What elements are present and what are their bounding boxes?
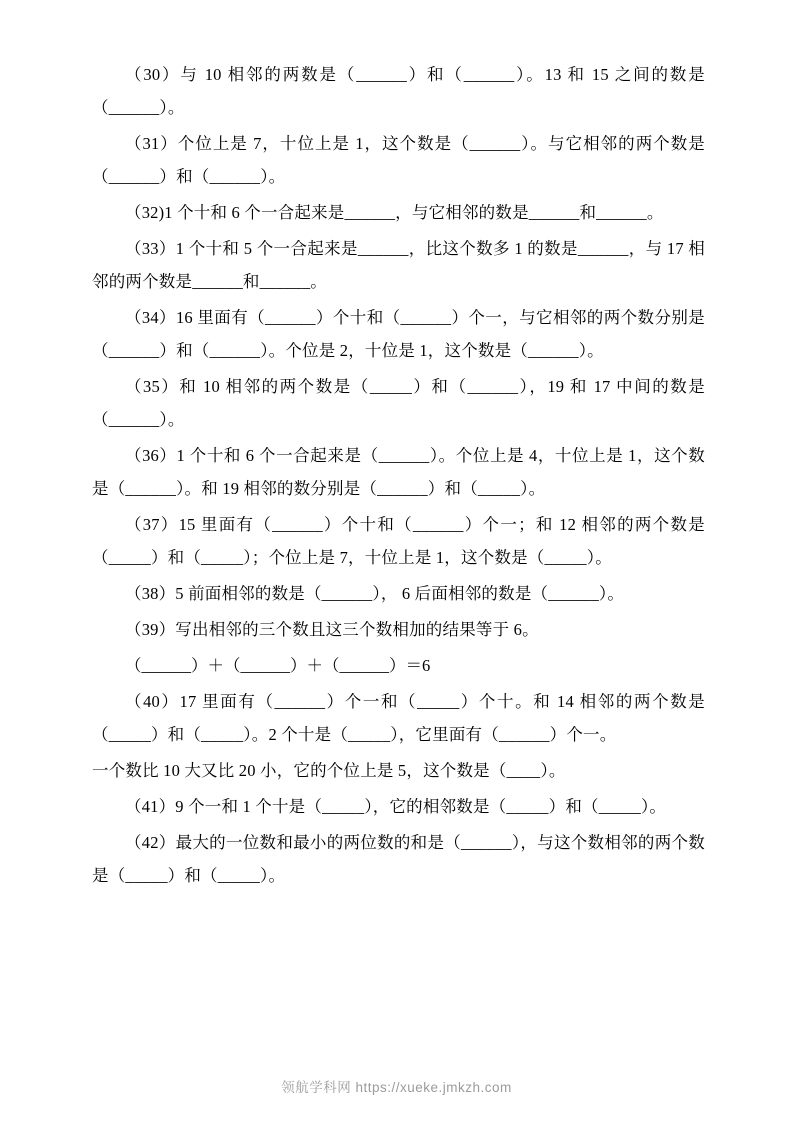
question-31: （31）个位上是 7，十位上是 1，这个数是（______）。与它相邻的两个数是（______）和（______）。: [92, 134, 705, 186]
question-35: （35）和 10 相邻的两个数是（_____）和（______），19 和 17 中间的数是（______）。: [92, 377, 705, 429]
question-37: （37）15 里面有（______）个十和（______）个一；和 12 相邻的两个数是（_____）和（_____）；个位上是 7，十位上是 1，这个数是（_____）。: [92, 515, 705, 567]
question-39: （39）写出相邻的三个数且这三个数相加的结果等于 6。: [125, 620, 539, 639]
footer-watermark: 领航学科网 https://xueke.jmkzh.com: [281, 1080, 512, 1095]
question-41: （41）9 个一和 1 个十是（_____），它的相邻数是（_____）和（_____）。: [125, 797, 667, 816]
question-39-equation: （______）＋（______）＋（______）＝6: [125, 656, 431, 675]
question-30: （30）与 10 相邻的两数是（______）和（______）。13 和 15 之间的数是（______）。: [92, 65, 705, 117]
question-40: （40）17 里面有（______）个一和（_____）个十。和 14 相邻的两个数是（_____）和（_____）。2 个十是（_____），它里面有（______）个一。: [92, 692, 705, 744]
question-34: （34）16 里面有（______）个十和（______）个一，与它相邻的两个数分别是（______）和（______）。个位是 2，十位是 1，这个数是（______）。: [92, 308, 705, 360]
question-32: （32)1 个十和 6 个一合起来是______，与它相邻的数是______和______。: [125, 203, 664, 222]
question-40-continued: 一个数比 10 大又比 20 小，它的个位上是 5，这个数是（____）。: [92, 761, 566, 780]
question-33: （33）1 个十和 5 个一合起来是______，比这个数多 1 的数是______，与 17 相邻的两个数是______和______。: [92, 239, 705, 291]
question-38: （38）5 前面相邻的数是（______）， 6 后面相邻的数是（______）。: [125, 584, 625, 603]
question-42: （42）最大的一位数和最小的两位数的和是（______），与这个数相邻的两个数是（_____）和（_____）。: [92, 833, 705, 885]
question-36: （36）1 个十和 6 个一合起来是（______）。个位上是 4，十位上是 1，这个数是（______）。和 19 相邻的数分别是（______）和（_____）。: [92, 446, 705, 498]
